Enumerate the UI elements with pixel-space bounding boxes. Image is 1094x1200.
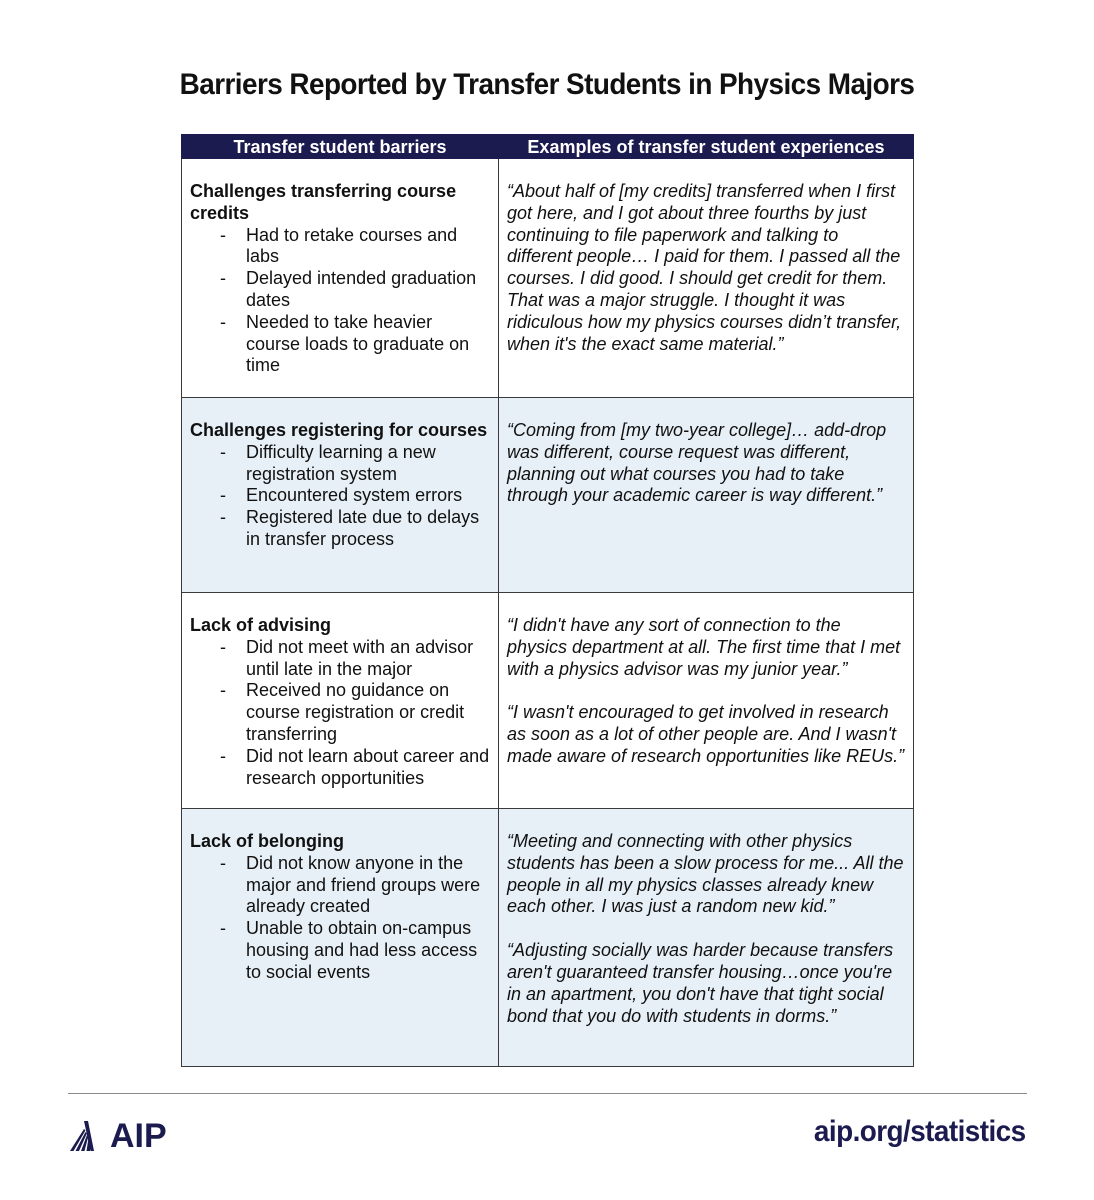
footer-url-link[interactable]: aip.org/statistics (814, 1115, 1026, 1148)
barrier-heading: Lack of advising (190, 615, 332, 635)
student-quote: “Coming from [my two-year college]… add-drop was different, course request was different, planning out what courses you had to take through your academic career is way different.” (507, 420, 887, 506)
student-quote: “I didn't have any sort of connection to the physics department at all. The first time that I met with a physics advisor was my junior year.” (507, 615, 901, 679)
student-quote: “Adjusting socially was harder because transfers aren't guaranteed transfer housing…once you're in an apartment, you don't have that tight social bond that you do with students in dorms.” (507, 940, 894, 1026)
barrier-points (190, 225, 490, 378)
experience-cell (499, 593, 914, 809)
page-title: Barriers Reported by Transfer Students in Physics Majors (179, 68, 915, 101)
barriers-table (181, 134, 914, 1067)
table-row (182, 593, 914, 809)
barrier-points (190, 637, 490, 790)
barrier-heading: Challenges transferring course credits (190, 181, 457, 223)
list-item: - Registered late due to delays in transfer process (190, 507, 490, 551)
barrier-heading: Challenges registering for courses (190, 420, 488, 440)
footer-divider (68, 1093, 1027, 1094)
barrier-cell (182, 159, 499, 398)
column-header-barriers: Transfer student barriers (182, 135, 499, 159)
list-item: - Received no guidance on course registration or credit transferring (190, 680, 490, 745)
experience-cell (499, 398, 914, 593)
student-quote: “Meeting and connecting with other physics students has been a slow process for me... All the people in all my physics classes already knew each other. I was just a random new kid.” (507, 831, 904, 917)
aip-logo-icon (70, 1121, 106, 1151)
table-row (182, 809, 914, 1067)
list-item: - Difficulty learning a new registration system (190, 442, 490, 486)
list-item: - Had to retake courses and labs (190, 225, 490, 269)
column-header-experiences: Examples of transfer student experiences (499, 135, 914, 159)
list-item: - Encountered system errors (190, 485, 490, 507)
barrier-heading: Lack of belonging (190, 831, 345, 851)
list-item: - Did not meet with an advisor until late in the major (190, 637, 490, 681)
student-quote: “About half of [my credits] transferred when I first got here, and I got about three fourths by just continuing to file paperwork and talking to different people… I paid for them. I passed all the courses. I did good. I should get credit for them. That was a major struggle. I thought it was ridiculous how my physics courses didn’t transfer, when it's the exact same material.” (507, 181, 902, 354)
student-quote: “I wasn't encouraged to get involved in research as soon as a lot of other people are. And I wasn't made aware of research opportunities like REUs.” (507, 702, 905, 766)
list-item: - Unable to obtain on-campus housing and had less access to social events (190, 918, 490, 983)
list-item: - Did not learn about career and research opportunities (190, 746, 490, 790)
barrier-cell (182, 809, 499, 1067)
table-row (182, 159, 914, 398)
logo-text: AIP (110, 1116, 167, 1155)
barrier-points (190, 853, 490, 984)
barrier-cell (182, 398, 499, 593)
list-item: - Delayed intended graduation dates (190, 268, 490, 312)
barrier-cell (182, 593, 499, 809)
table-header-row (182, 135, 914, 159)
list-item: - Did not know anyone in the major and friend groups were already created (190, 853, 490, 918)
experience-cell (499, 809, 914, 1067)
aip-logo[interactable] (70, 1118, 167, 1154)
experience-cell (499, 159, 914, 398)
list-item: - Needed to take heavier course loads to graduate on time (190, 312, 490, 377)
barrier-points (190, 442, 490, 551)
table-row (182, 398, 914, 593)
